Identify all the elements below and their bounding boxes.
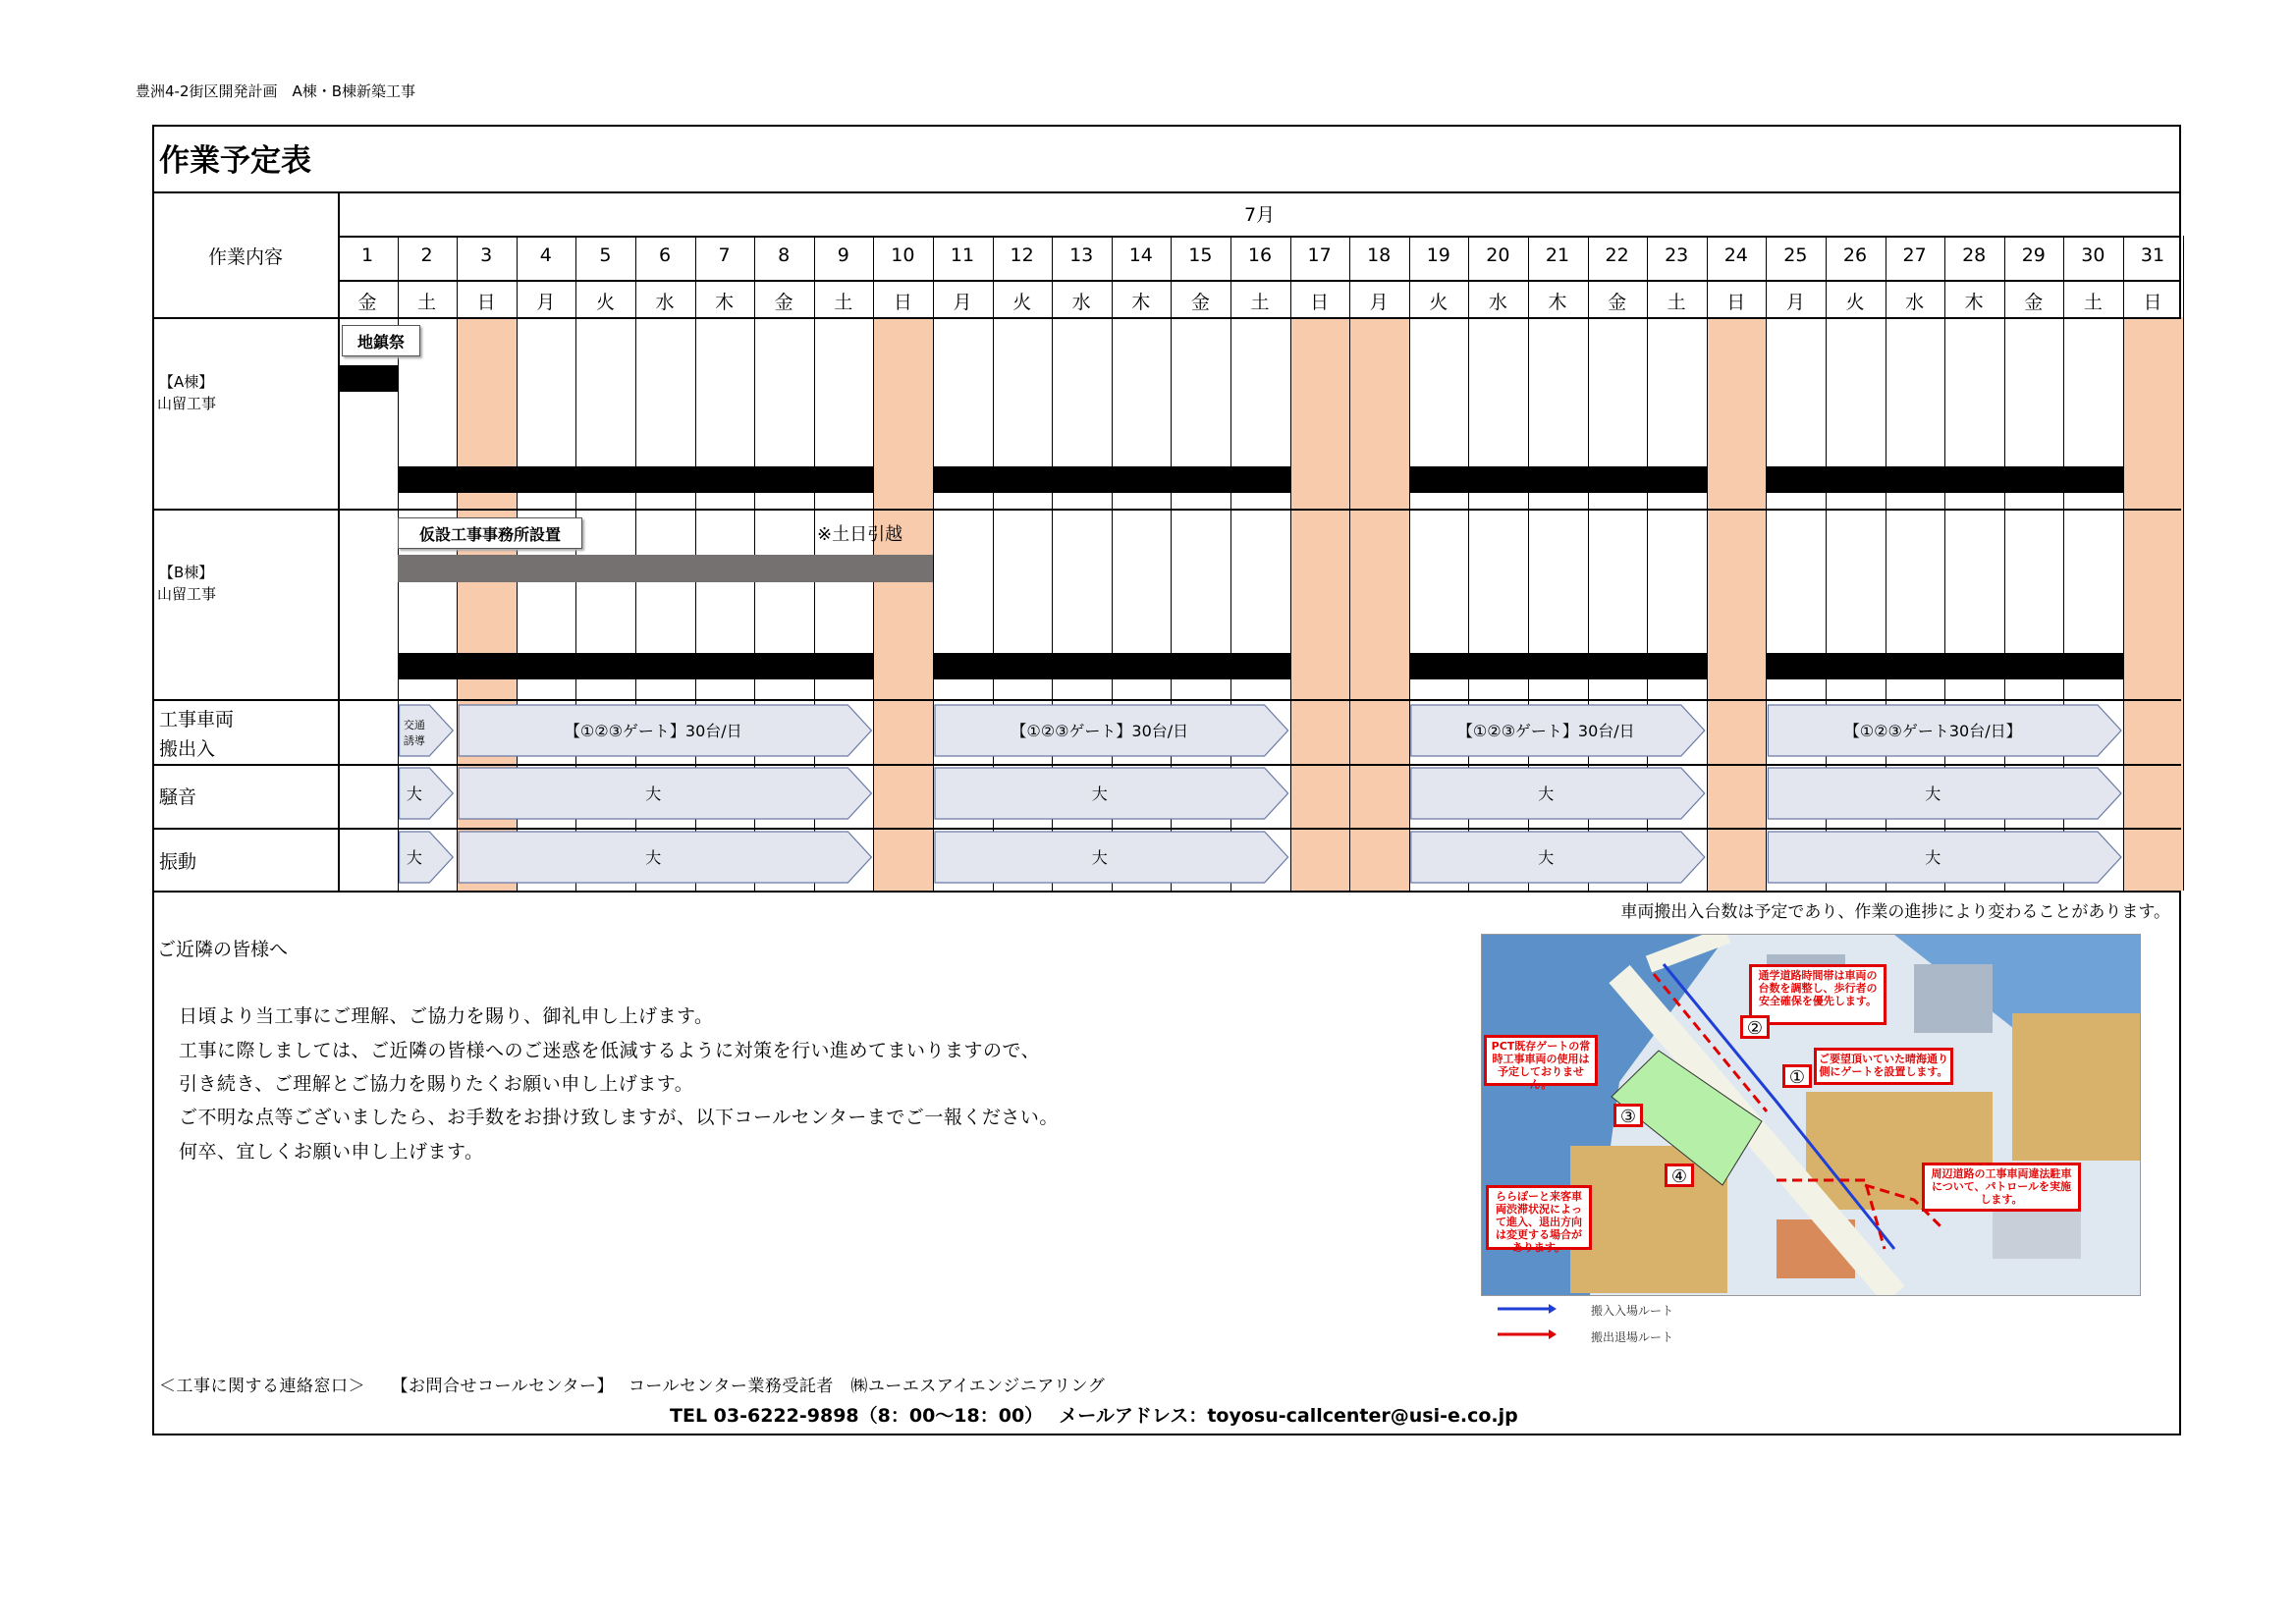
weekday: 金	[774, 292, 793, 313]
day-number: 5	[599, 244, 612, 266]
weekday: 土	[1250, 292, 1270, 313]
map-number-1: ①	[1782, 1064, 1812, 1088]
tel-line: TEL 03-6222-9898（8：00～18：00） メールアドレス：toyosu-callcenter@usi-e.co.jp	[670, 1405, 1518, 1427]
row-b-label1: 【B棟】	[159, 564, 214, 581]
day-number: 4	[539, 244, 552, 266]
noise-arrow-3-label: 大	[1538, 785, 1555, 803]
day-number: 17	[1307, 244, 1332, 266]
map-callout-2: PCT既存ゲートの常時工事車両の使用は予定しておりません。	[1484, 1035, 1598, 1086]
row-noise-label: 騒音	[159, 786, 197, 808]
vibration-arrow-4-label: 大	[1925, 848, 1941, 867]
day-number: 27	[1902, 244, 1927, 266]
body-line-4: ご不明な点等ございましたら、お手数をお掛け致しますが、以下コールセンターまでご一報ください。	[179, 1107, 1059, 1128]
legend-in: 搬入入場ルート	[1591, 1304, 1674, 1318]
day-number: 16	[1247, 244, 1273, 266]
weekday: 土	[834, 292, 853, 313]
chip-temporary-office: 仮設工事事務所設置	[398, 517, 582, 549]
weekday: 水	[1488, 292, 1507, 313]
map-number-4: ④	[1665, 1164, 1694, 1187]
day-number: 8	[778, 244, 791, 266]
vibration-arrow-first-label: 大	[406, 848, 422, 867]
map-callout-1: 通学道路時間帯は車両の台数を調整し、歩行者の安全確保を優先します。	[1749, 964, 1886, 1025]
day-number: 1	[360, 244, 374, 266]
day-number: 11	[950, 244, 975, 266]
day-number: 12	[1010, 244, 1034, 266]
vehicles-arrow-first-label: 交通	[403, 719, 425, 731]
day-number: 28	[1962, 244, 1987, 266]
body-line-2: 工事に際しましては、ご近隣の皆様へのご迷惑を低減するように対策を行い進めてまいりますので、	[179, 1040, 1041, 1061]
map-callout-3: ご要望頂いていた晴海通り側にゲートを設置します。	[1814, 1048, 1953, 1085]
vehicles-arrow-4	[1768, 705, 2121, 756]
contact-line: ＜工事に関する連絡窓口＞ 【お問合せコールセンター】 コールセンター業務受託者 ㈱ユーエスアイエンジニアリング	[159, 1377, 1106, 1396]
weekday: 日	[1726, 292, 1746, 313]
noise-arrow-4-label: 大	[1925, 785, 1941, 803]
vehicles-arrow-first-label: 誘導	[403, 734, 425, 747]
day-number: 19	[1426, 244, 1450, 266]
weekday: 火	[1012, 292, 1032, 313]
weekday: 水	[1905, 292, 1925, 313]
body-line-3: 引き続き、ご理解とご協力を賜りたくお願い申し上げます。	[179, 1073, 694, 1095]
weekday: 土	[1667, 292, 1686, 313]
weekday: 月	[536, 292, 556, 313]
noise-arrow-4	[1768, 768, 2121, 819]
day-number: 3	[480, 244, 493, 266]
vibration-arrow-3-label: 大	[1538, 848, 1555, 867]
noise-arrow-first-label: 大	[406, 785, 422, 803]
vehicles-arrow-first	[400, 705, 454, 756]
vibration-arrow-2-label: 大	[1091, 848, 1108, 867]
weekday: 日	[1310, 292, 1330, 313]
work-header: 作業内容	[208, 246, 284, 268]
footnote: 車両搬出入台数は予定であり、作業の進捗により変わることがあります。	[1620, 902, 2170, 922]
vibration-arrow-4	[1768, 832, 2121, 883]
vehicles-arrow-4-label: 【①②③ゲート30台/日】	[1843, 722, 2022, 740]
row-a-label2: 山留工事	[157, 395, 217, 412]
note-weekend-move: ※土日引越	[817, 524, 903, 545]
vehicles-arrow-3	[1411, 705, 1705, 756]
weekday: 金	[2024, 292, 2044, 313]
map-callout-5: 周辺道路の工事車両違法駐車について、パトロールを実施します。	[1922, 1163, 2081, 1212]
legend-arrows	[1498, 1301, 1557, 1340]
row-vibration-label: 振動	[159, 851, 197, 873]
vibration-arrow-1-label: 大	[645, 848, 662, 867]
day-number: 14	[1128, 244, 1153, 266]
day-number: 2	[420, 244, 433, 266]
weekday: 金	[1190, 292, 1210, 313]
weekday: 月	[1369, 292, 1389, 313]
noise-arrow-2-label: 大	[1091, 785, 1108, 803]
weekday: 月	[953, 292, 972, 313]
site-map	[1481, 934, 2141, 1296]
map-number-3: ③	[1613, 1104, 1643, 1127]
row-b-label2: 山留工事	[157, 585, 217, 603]
day-number: 10	[891, 244, 915, 266]
day-number: 15	[1188, 244, 1213, 266]
weekday: 月	[1785, 292, 1805, 313]
weekday: 日	[2143, 292, 2162, 313]
weekday: 水	[655, 292, 675, 313]
day-number: 24	[1723, 244, 1748, 266]
body-line-5: 何卒、宜しくお願い申し上げます。	[179, 1141, 484, 1163]
weekday: 木	[1131, 292, 1151, 313]
row-vehicles-label1: 工事車両	[159, 709, 235, 731]
row-vehicles-label2: 搬出入	[159, 738, 216, 760]
day-number: 18	[1367, 244, 1392, 266]
day-number: 25	[1783, 244, 1808, 266]
vehicles-arrow-3-label: 【①②③ゲート】30台/日	[1456, 722, 1635, 740]
noise-arrow-3	[1411, 768, 1705, 819]
day-number: 29	[2021, 244, 2046, 266]
weekday: 金	[1608, 292, 1627, 313]
day-number: 6	[658, 244, 672, 266]
map-number-2: ②	[1740, 1015, 1770, 1039]
weekday: 火	[1845, 292, 1865, 313]
weekday: 日	[476, 292, 496, 313]
vehicles-arrow-2-label: 【①②③ゲート】30台/日	[1011, 722, 1189, 740]
weekday: 木	[715, 292, 735, 313]
noise-arrow-1	[459, 768, 871, 819]
weekday: 金	[357, 292, 377, 313]
noise-arrow-1-label: 大	[645, 785, 662, 803]
weekday: 木	[1548, 292, 1567, 313]
vibration-arrow-3	[1411, 832, 1705, 883]
vibration-arrow-first	[400, 832, 454, 883]
weekday: 火	[595, 292, 615, 313]
map-callout-4: ららぽーと来客車両渋滞状況によって進入、退出方向は変更する場合があります。	[1486, 1185, 1592, 1250]
weekday: 土	[417, 292, 437, 313]
legend-out: 搬出退場ルート	[1591, 1330, 1674, 1344]
day-number: 21	[1545, 244, 1570, 266]
body-line-1: 日頃より当工事にご理解、ご協力を賜り、御礼申し上げます。	[179, 1005, 714, 1027]
vehicles-arrow-1	[459, 705, 871, 756]
noise-arrow-2	[935, 768, 1288, 819]
doc-title: 作業予定表	[159, 143, 311, 179]
vehicles-arrow-1-label: 【①②③ゲート】30台/日	[564, 722, 742, 740]
project-title: 豊洲4-2街区開発計画 A棟・B棟新築工事	[136, 82, 416, 100]
vibration-arrow-1	[459, 832, 871, 883]
noise-arrow-first	[400, 768, 454, 819]
day-number: 13	[1069, 244, 1094, 266]
weekday: 水	[1071, 292, 1091, 313]
weekday: 火	[1429, 292, 1449, 313]
day-number: 22	[1605, 244, 1629, 266]
day-number: 7	[718, 244, 731, 266]
weekday: 木	[1964, 292, 1984, 313]
day-number: 26	[1842, 244, 1868, 266]
vehicles-arrow-2	[935, 705, 1288, 756]
day-number: 20	[1486, 244, 1510, 266]
row-a-label1: 【A棟】	[159, 373, 214, 391]
month-label: 7月	[1244, 204, 1276, 226]
vibration-arrow-2	[935, 832, 1288, 883]
day-number: 31	[2140, 244, 2165, 266]
day-number: 9	[837, 244, 849, 266]
chip-jichinsai: 地鎮祭	[342, 325, 420, 356]
day-number: 23	[1665, 244, 1689, 266]
weekday: 日	[893, 292, 912, 313]
greeting: ご近隣の皆様へ	[157, 939, 289, 960]
weekday: 土	[2083, 292, 2103, 313]
day-number: 30	[2081, 244, 2105, 266]
